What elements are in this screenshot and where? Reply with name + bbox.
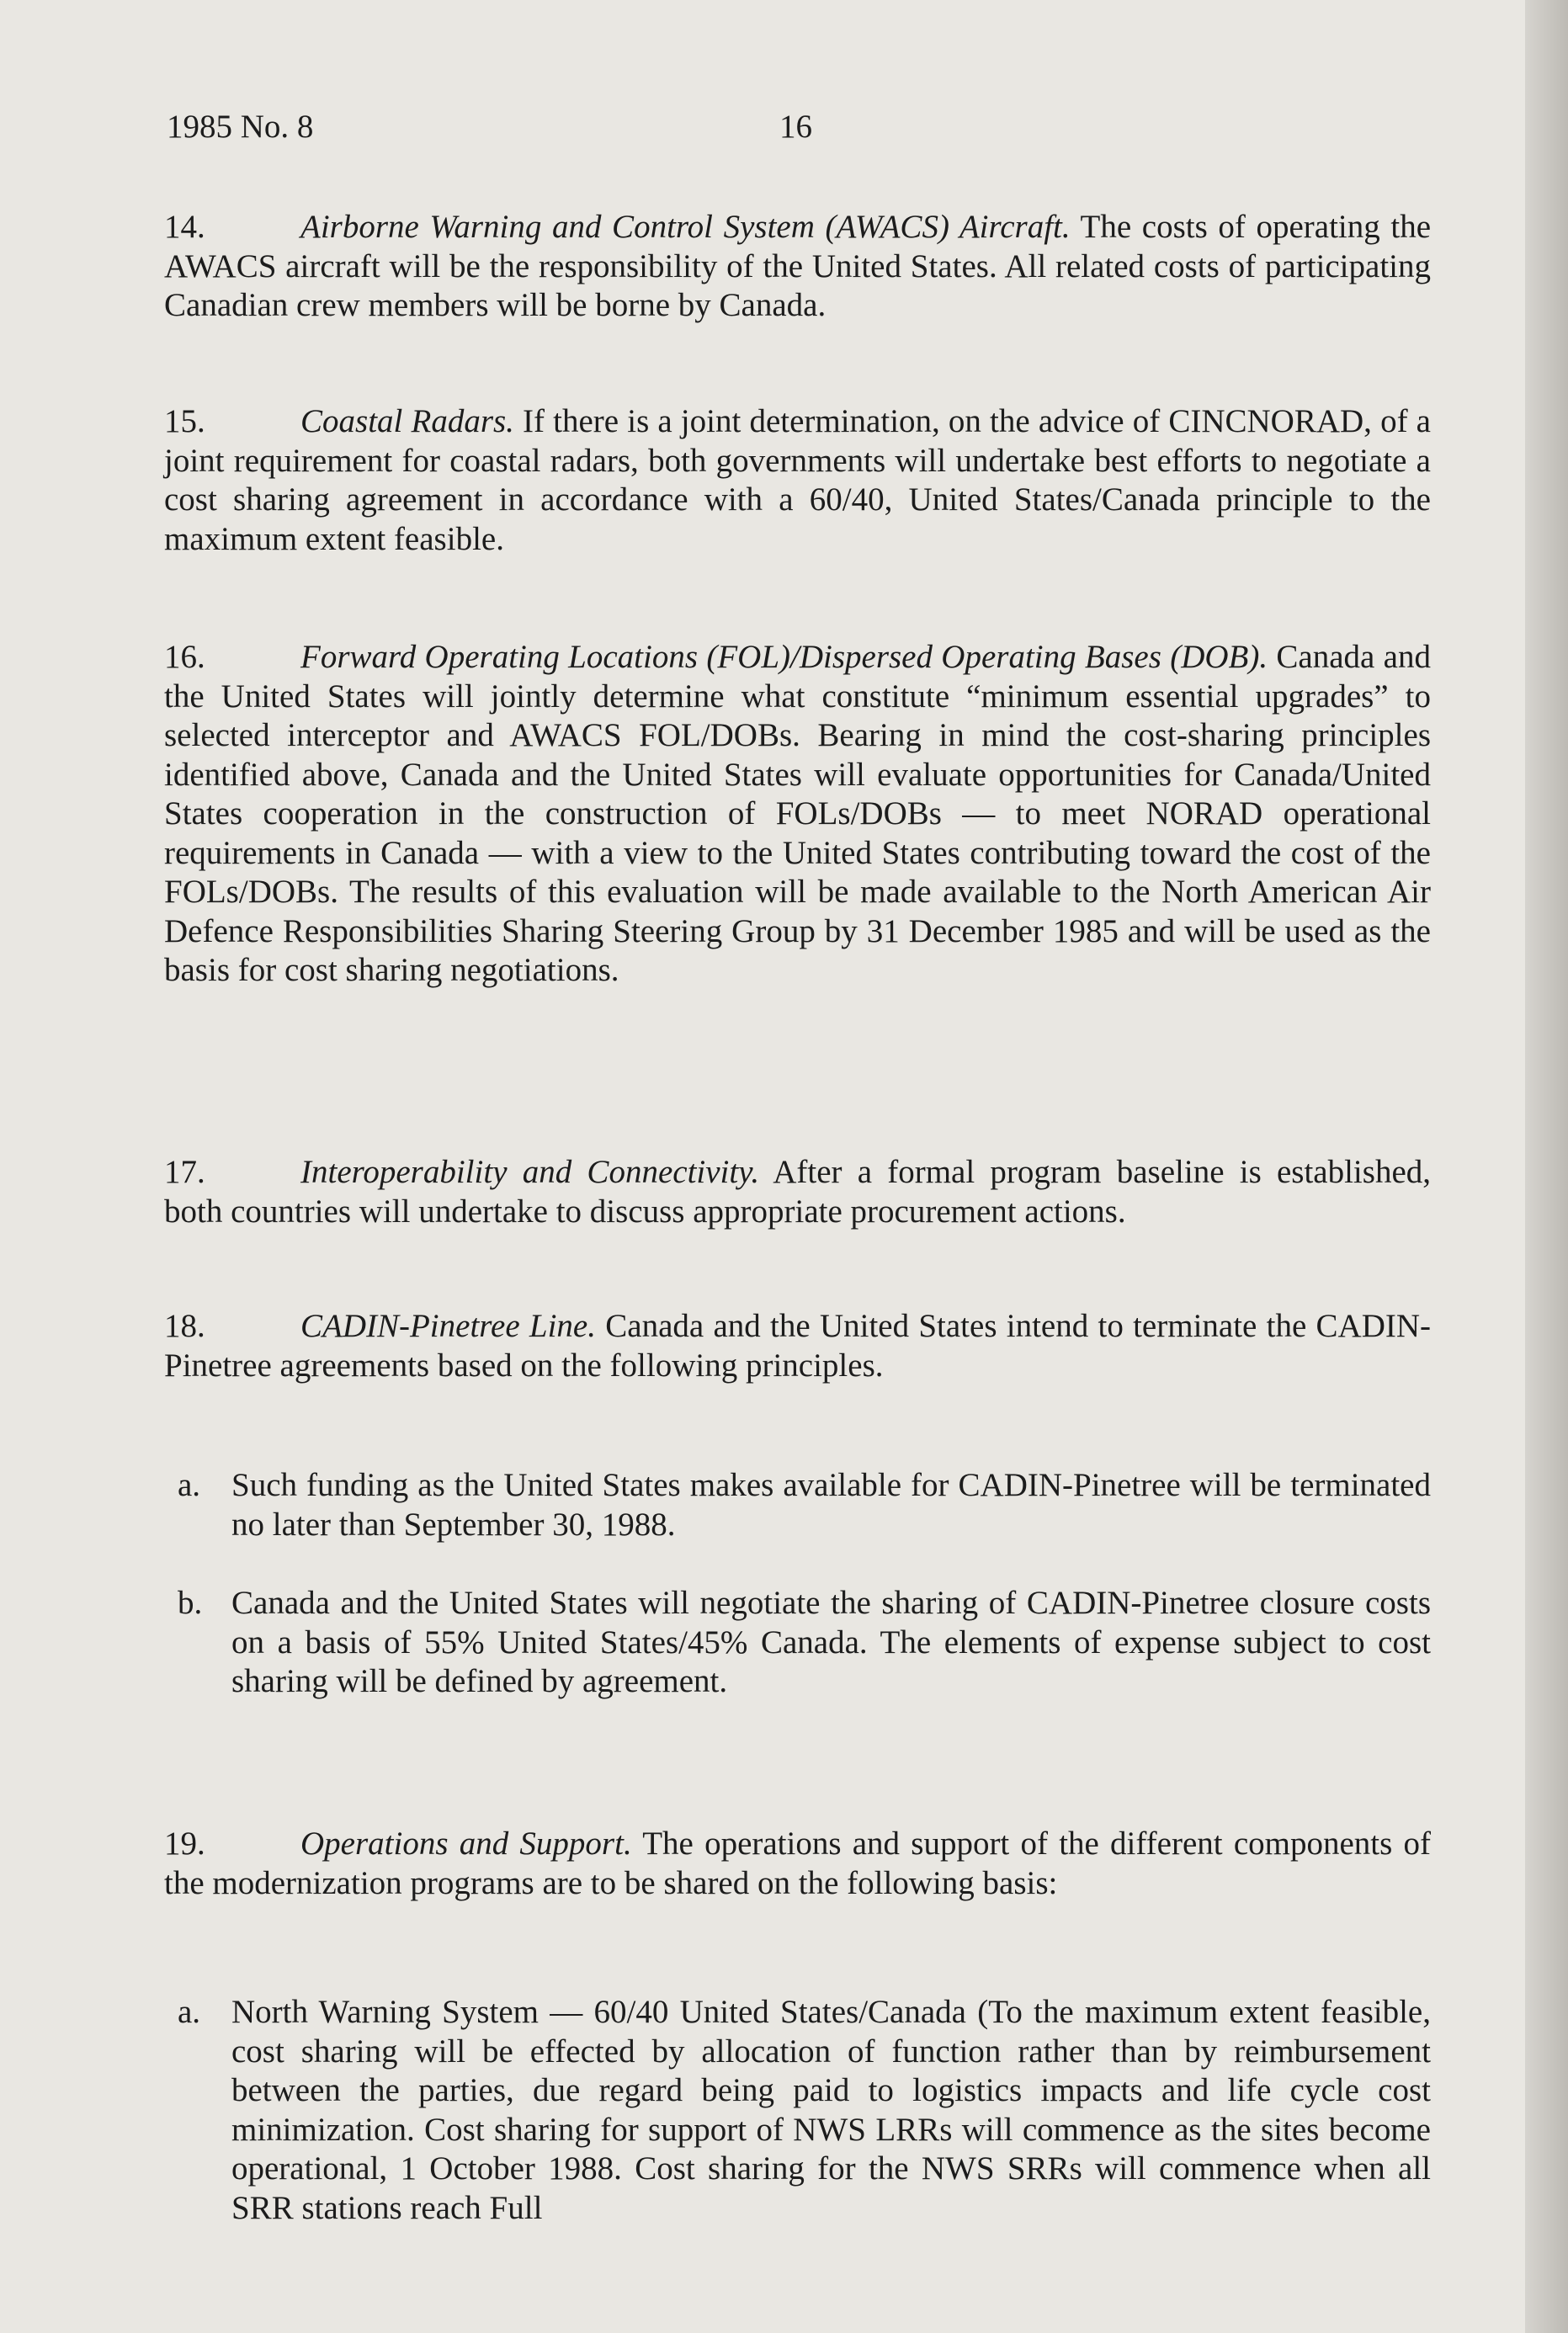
paragraph-text: The operations and support of the different components of the modernization programs are to be shared on the following basis: xyxy=(164,1825,1431,1901)
paragraph-heading: CADIN-Pinetree Line. xyxy=(300,1308,596,1344)
paragraph-heading: Interoperability and Connectivity. xyxy=(300,1154,760,1190)
paragraph-number: 19. xyxy=(164,1825,205,1862)
paragraph-heading: Airborne Warning and Control System (AWACS) Aircraft. xyxy=(300,209,1071,245)
paragraph-14 xyxy=(164,208,1431,326)
issue-label: 1985 No. 8 xyxy=(167,109,314,145)
subitem-18a xyxy=(178,1466,1431,1544)
page-edge-shadow xyxy=(1525,0,1568,2333)
paragraph-number: 18. xyxy=(164,1308,205,1344)
subitem-text: Canada and the United States will negotiate the sharing of CADIN-Pinetree closure costs on a basis of 55% United States/45% Canada. The elements of expense subject to cost sharing will be defined by agreement. xyxy=(231,1585,1431,1699)
paragraph-16 xyxy=(164,638,1431,991)
paragraph-number: 16. xyxy=(164,639,205,675)
paragraph-text: The costs of operating the AWACS aircraft will be the responsibility of the United States. All related costs of participating Canadian crew members will be borne by Canada. xyxy=(164,209,1432,323)
subitem-text: North Warning System — 60/40 United States/Canada (To the maximum extent feasible, cost sharing will be effected by allocation of function rather than by reimbursement between the parties, due regard being paid to logistics impacts and life cycle cost minimization. Cost sharing for support of NWS LRRs will commence as the sites become operational, 1 October 1988. Cost sharing for the NWS SRRs will commence when all SRR stations reach Full xyxy=(231,1994,1431,2226)
paragraph-15 xyxy=(164,402,1431,559)
paragraph-number: 14. xyxy=(164,209,205,245)
paragraph-heading: Coastal Radars. xyxy=(300,403,514,439)
paragraph-heading: Forward Operating Locations (FOL)/Dispersed Operating Bases (DOB). xyxy=(300,639,1268,675)
subitem-18b xyxy=(178,1584,1431,1702)
paragraph-heading: Operations and Support. xyxy=(300,1825,632,1862)
paragraph-18 xyxy=(164,1307,1431,1385)
subitem-19a xyxy=(178,1993,1431,2228)
paragraph-text: Canada and the United States intend to terminate the CADIN-Pinetree agreements based on the following principles. xyxy=(164,1308,1432,1384)
paragraph-17 xyxy=(164,1153,1431,1231)
paragraph-text: If there is a joint determination, on the advice of CINCNORAD, of a joint requirement for coastal radars, both governments will undertake best efforts to negotiate a cost sharing agreement in accordance with a 60/40, United States/Canada principle to the maximum extent feasible. xyxy=(164,403,1431,557)
paragraph-number: 17. xyxy=(164,1154,205,1190)
subitem-letter: b. xyxy=(178,1585,203,1621)
subitem-text: Such funding as the United States makes available for CADIN-Pinetree will be terminated no later than September 30, 1988. xyxy=(231,1467,1431,1543)
subitem-letter: a. xyxy=(178,1467,201,1503)
paragraph-19 xyxy=(164,1825,1431,1903)
paragraph-text: Canada and the United States will jointly determine what constitute “minimum essential upgrades” to selected interceptor and AWACS FOL/DOBs. Bearing in mind the cost-sharing principles identified above, Canada and the United States will evaluate opportunities for Canada/United States cooperation in the construction of FOLs/DOBs — to meet NORAD operational requirements in Canada — with a view to the United States contributing toward the cost of the FOLs/DOBs. The results of this evaluation will be made available to the North American Air Defence Responsibilities Sharing Steering Group by 31 December 1985 and will be used as the basis for cost sharing negotiations. xyxy=(164,639,1431,988)
subitem-letter: a. xyxy=(178,1994,201,2030)
paragraph-number: 15. xyxy=(164,403,205,439)
page-number: 16 xyxy=(779,109,812,145)
paragraph-text: After a formal program baseline is established, both countries will undertake to discuss appropriate procurement actions. xyxy=(164,1154,1431,1230)
